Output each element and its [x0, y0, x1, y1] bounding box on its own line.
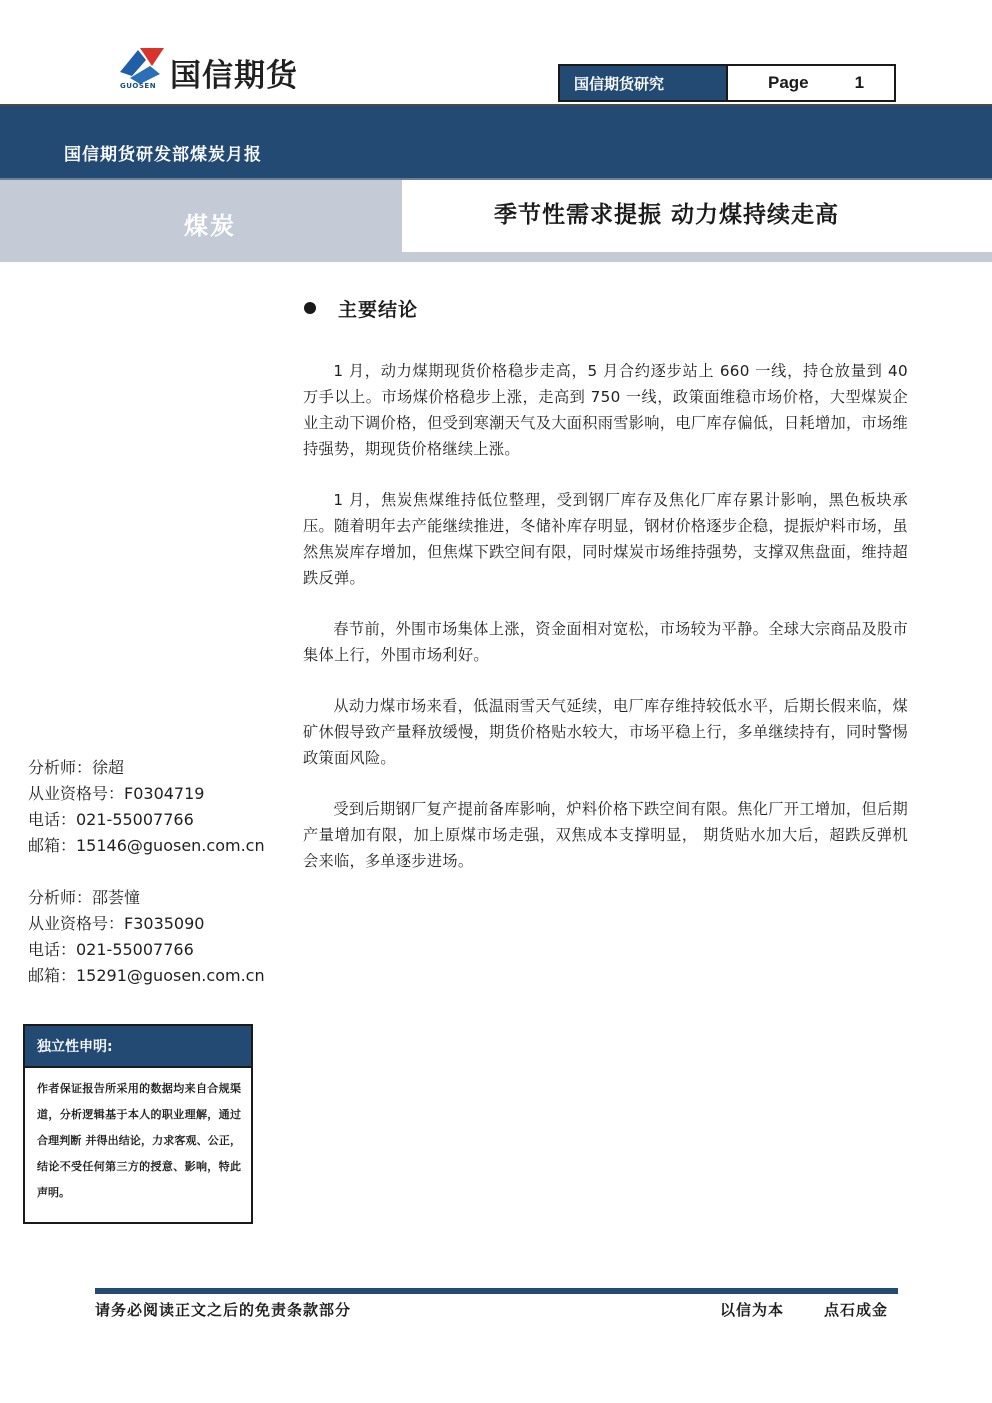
paragraph: 春节前，外围市场集体上涨，资金面相对宽松，市场较为平静。全球大宗商品及股市集体上行，外围市场利好。 — [303, 620, 908, 664]
logo-subtext: GUOSEN — [120, 82, 157, 90]
analyst-name: 分析师：邵荟憧 — [28, 888, 141, 907]
research-page-box — [558, 64, 896, 102]
footer-divider — [95, 1288, 898, 1294]
page-label: Page — [768, 73, 809, 92]
category-name: 煤炭 — [184, 212, 236, 240]
conclusion-body — [303, 358, 908, 899]
analyst-phone: 电话：021-55007766 — [28, 810, 194, 829]
analyst-email: 邮箱：15146@guosen.com.cn — [28, 836, 265, 855]
paragraph: 1 月，焦炭焦煤维持低位整理，受到钢厂库存及焦化厂库存累计影响，黑色板块承压。随着明年去产能继续推进，冬储补库存明显，钢材价格逐步企稳，提振炉料市场，虽然焦炭库存增加，但焦煤下跌空间有限，同时煤炭市场维持强势，支撑双焦盘面，维持超跌反弹。 — [303, 491, 908, 587]
paragraph: 1 月，动力煤期现货价格稳步走高，5 月合约逐步站上 660 一线，持仓放量到 40 万手以上。市场煤价格稳步上涨，走高到 750 一线，政策面维稳市场价格，大型煤炭企业主动下调价格，但受到寒潮天气及大面积雨雪影响，电厂库存偏低，日耗增加，市场维持强势，期现货价格继续上涨。 — [303, 362, 908, 458]
logo-text: 国信期货 — [170, 58, 298, 94]
section-heading: 主要结论 — [338, 299, 419, 321]
analyst-block — [28, 885, 265, 989]
analyst-name: 分析师：徐超 — [28, 758, 125, 777]
paragraph: 受到后期钢厂复产提前备库影响，炉料价格下跌空间有限。焦化厂开工增加，但后期产量增加有限，加上原煤市场走强，双焦成本支撑明显， 期货贴水加大后，超跌反弹机会来临，多单逐步进场。 — [303, 800, 908, 870]
analyst-block — [28, 755, 265, 859]
analyst-email: 邮箱：15291@guosen.com.cn — [28, 966, 265, 985]
paragraph: 从动力煤市场来看，低温雨雪天气延续，电厂库存维持较低水平，后期长假来临，煤矿休假导致产量释放缓慢，期货价格贴水较大，市场平稳上行，多单继续持有，同时警惕政策面风险。 — [303, 697, 908, 767]
page-indicator — [728, 66, 894, 100]
footer-disclaimer: 请务必阅读正文之后的免责条款部分 — [95, 1301, 352, 1319]
report-date: 2018 年 1 月 28 日 — [848, 265, 964, 279]
independence-body: 作者保证报告所采用的数据均来自合规渠道，分析逻辑基于本人的职业理解，通过合理判断 并得出结论，力求客观、公正，结论不受任何第三方的授意、影响，特此声明。 — [37, 1082, 241, 1199]
report-series-title: 国信期货研发部煤炭月报 — [64, 145, 262, 165]
research-label: 国信期货研究 — [560, 66, 728, 100]
footer-motto: 以信为本 — [720, 1301, 785, 1319]
independence-heading: 独立性申明: — [25, 1026, 251, 1068]
report-title: 季节性需求提振 动力煤持续走高 — [494, 202, 840, 228]
page-number: 1 — [854, 73, 865, 92]
footer-motto: 点石成金 — [824, 1301, 889, 1319]
analyst-license: 从业资格号：F0304719 — [28, 784, 205, 803]
bullet-icon — [304, 302, 316, 314]
analyst-phone: 电话：021-55007766 — [28, 940, 194, 959]
independence-statement — [23, 1024, 253, 1224]
analyst-license: 从业资格号：F3035090 — [28, 914, 205, 933]
